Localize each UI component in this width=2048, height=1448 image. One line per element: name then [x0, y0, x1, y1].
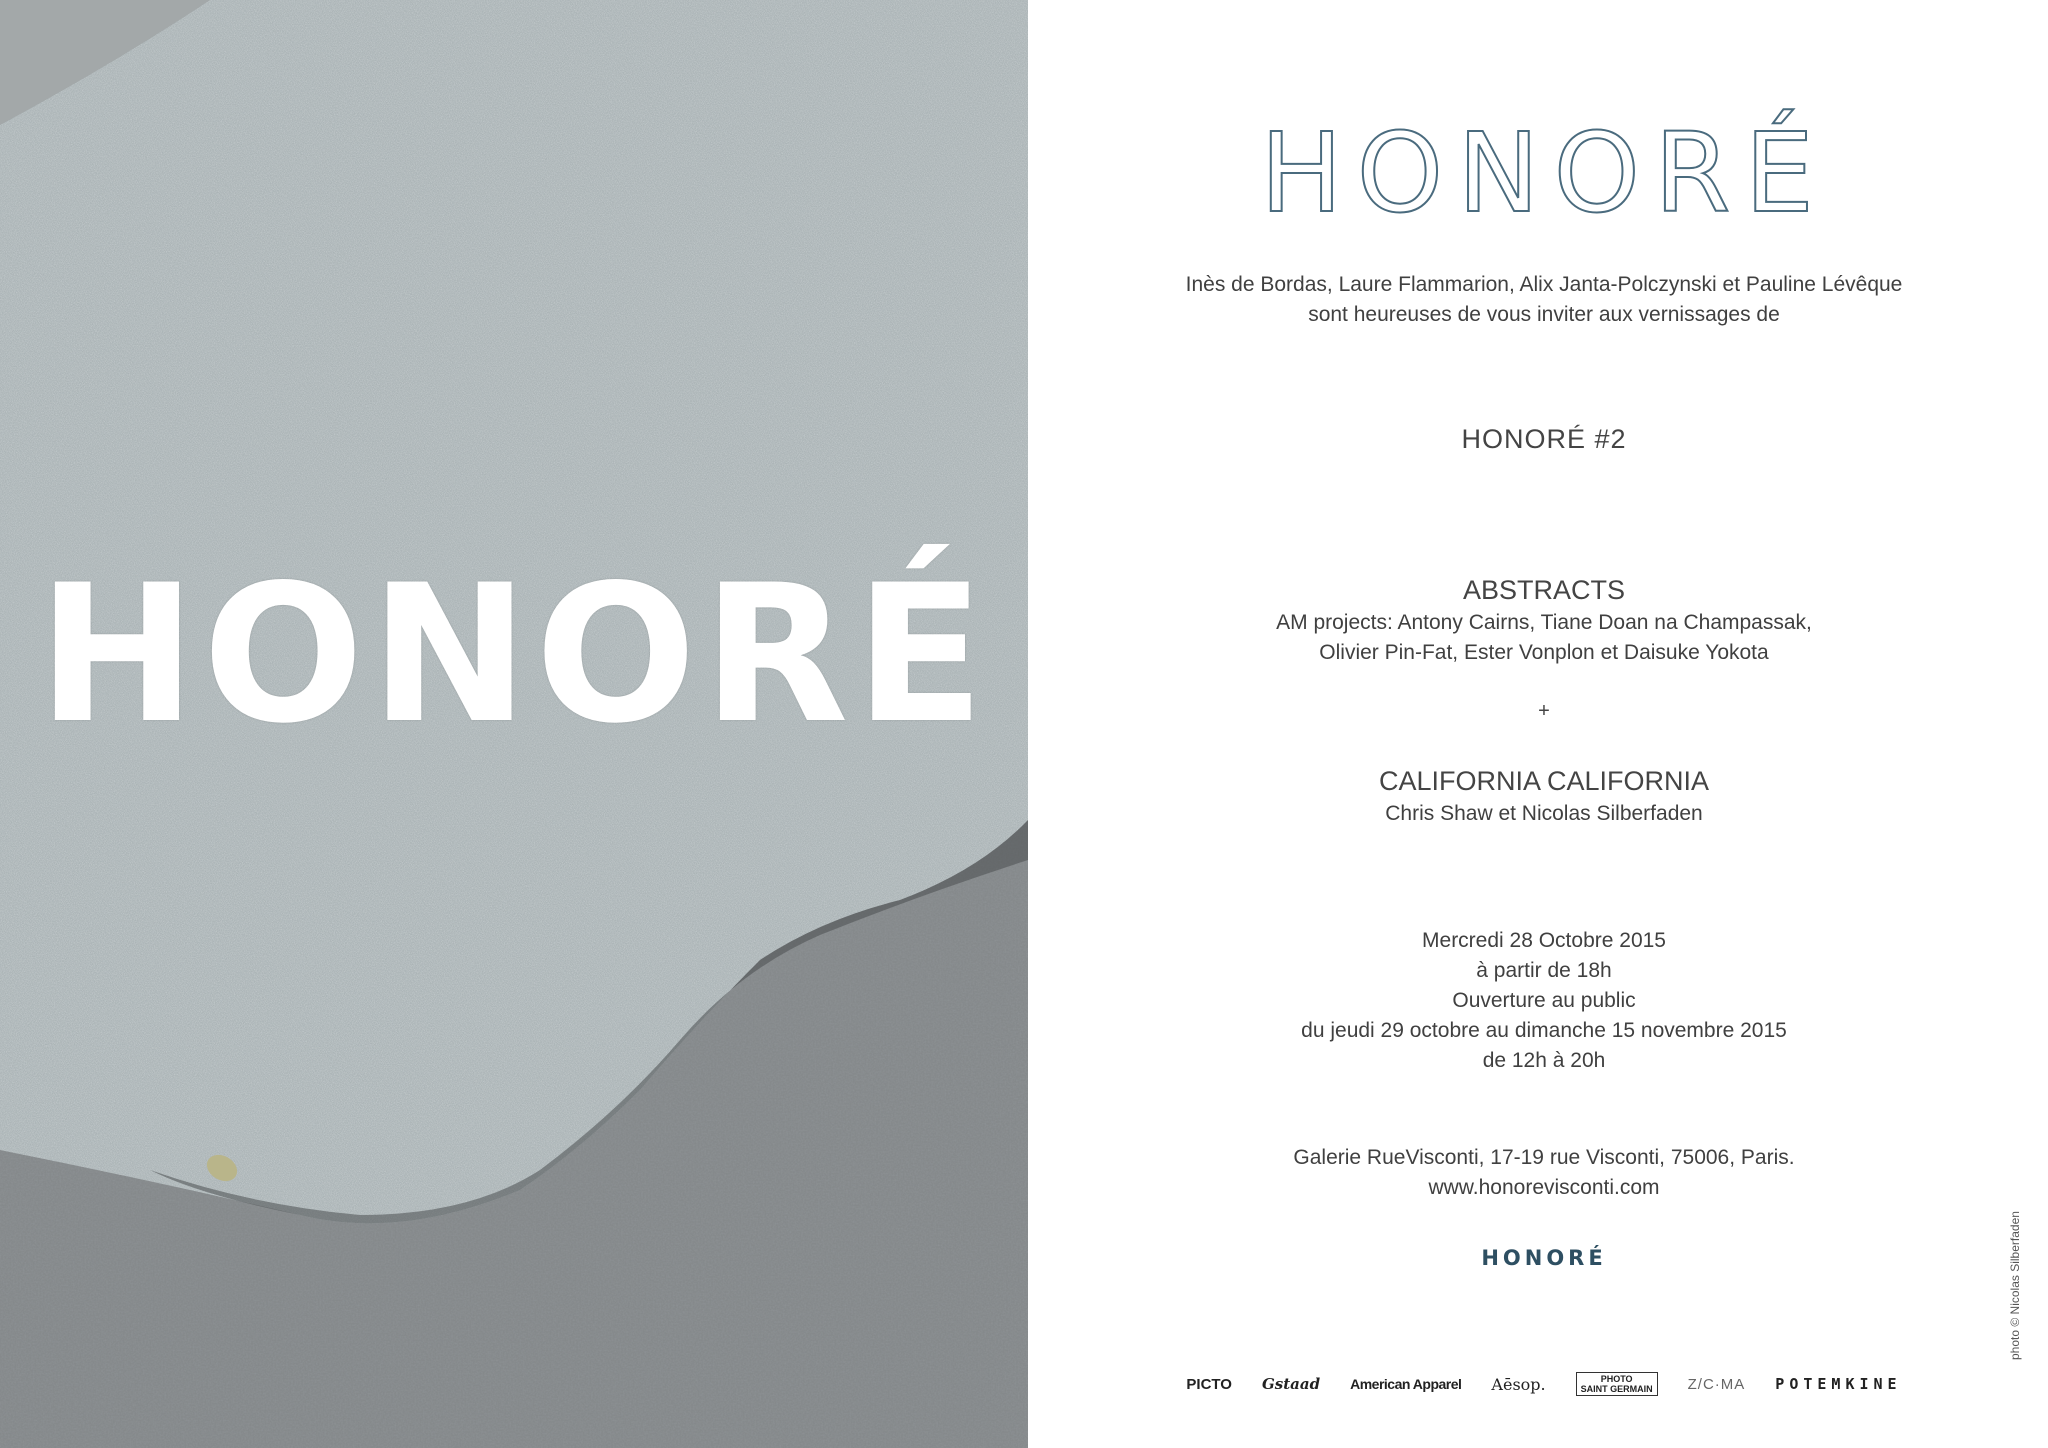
- edition-title: HONORÉ #2: [1461, 424, 1627, 454]
- exhibition-abstracts-title: ABSTRACTS: [1462, 575, 1626, 605]
- photo-credit: photo © Nicolas Silberfaden: [2008, 1211, 2022, 1360]
- sponsor-photo-saint-germain-logo: [1576, 1372, 1658, 1396]
- sponsor-zoma-logo: Z/C·MA: [1687, 1375, 1746, 1393]
- hosts-line: Inès de Bordas, Laure Flammarion, Alix Janta-Polczynski et Pauline Lévêque: [1185, 273, 1903, 296]
- sponsor-potemkine-logo: POTEMKINE: [1775, 1375, 1902, 1393]
- cover-title: HONORÉ: [37, 544, 991, 765]
- website-link[interactable]: www.honorevisconti.com: [1428, 1176, 1660, 1199]
- public-dates: du jeudi 29 octobre au dimanche 15 novembre 2015: [1301, 1019, 1787, 1042]
- artists-line-1: AM projects: Antony Cairns, Tiane Doan na Champassak,: [1276, 611, 1812, 634]
- venue-address: Galerie RueVisconti, 17-19 rue Visconti, 75006, Paris.: [1293, 1146, 1795, 1169]
- exhibition-california-artists: Chris Shaw et Nicolas Silberfaden: [1385, 802, 1703, 825]
- opening-date: Mercredi 28 Octobre 2015: [1422, 929, 1666, 952]
- sponsor-aesop-logo: Aēsop.: [1491, 1374, 1546, 1394]
- sponsor-american-apparel-logo: American Apparel: [1350, 1376, 1462, 1392]
- opening-time: à partir de 18h: [1476, 959, 1612, 982]
- public-label: Ouverture au public: [1452, 989, 1636, 1012]
- sponsor-logos: [1040, 1372, 2048, 1396]
- honore-logo-small: HONORÉ: [1481, 1246, 1607, 1270]
- box-line-1: PHOTO: [1600, 1374, 1633, 1384]
- sponsor-script-logo: Gstaad: [1261, 1375, 1321, 1393]
- artists-line-2: Olivier Pin-Fat, Ester Vonplon et Daisuke Yokota: [1319, 641, 1769, 664]
- exhibition-abstracts-artists: [1040, 608, 2048, 668]
- exhibition-california-title: CALIFORNIA CALIFORNIA: [1378, 766, 1710, 796]
- public-hours: de 12h à 20h: [1482, 1049, 1606, 1072]
- invitation-card: [1040, 0, 2048, 1448]
- hosts-intro: [1040, 270, 2048, 330]
- sponsor-picto-logo: PICTO: [1186, 1375, 1232, 1393]
- venue: [1040, 1143, 2048, 1203]
- honore-logo-outline: HONORÉ: [1259, 109, 1829, 237]
- invite-line: sont heureuses de vous inviter aux vernissages de: [1308, 303, 1780, 326]
- plus-separator: +: [1538, 700, 1550, 722]
- box-line-2: SAINT GERMAIN: [1580, 1384, 1653, 1394]
- schedule: [1040, 926, 2048, 1076]
